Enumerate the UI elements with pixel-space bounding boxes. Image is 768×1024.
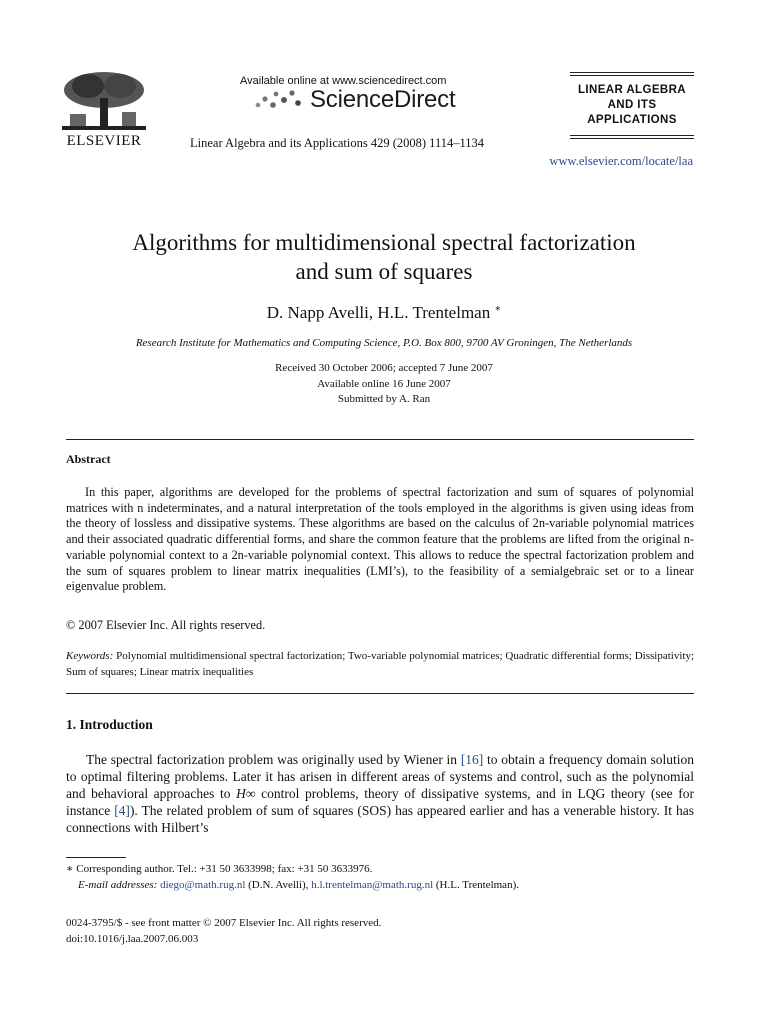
title-line-1: Algorithms for multidimensional spectral factorization — [132, 230, 636, 255]
introduction-paragraph — [66, 752, 694, 837]
affiliation: Research Institute for Mathematics and Computing Science, P.O. Box 800, 9700 AV Groningen, The Netherlands — [135, 337, 633, 349]
elsevier-logo — [58, 70, 150, 150]
corresponding-author-mark[interactable]: ∗ — [494, 303, 502, 315]
keywords — [66, 648, 694, 680]
journal-url-link[interactable]: www.elsevier.com/locate/laa — [549, 154, 693, 168]
sciencedirect-dots-icon — [252, 88, 304, 112]
journal-box-title — [570, 76, 694, 133]
keywords-list: Polynomial multidimensional spectral factorization; Two-variable polynomial matrices; Quadratic differential forms; Dissipativity; Sum of squares; Linear matrix inequalities — [66, 650, 694, 678]
available-date: Available online 16 June 2007 — [317, 377, 451, 390]
article-title — [40, 228, 728, 286]
available-online-text: Available online at www.sciencedirect.com — [240, 75, 447, 87]
received-date: Received 30 October 2006; accepted 7 June 2007 — [275, 362, 493, 374]
journal-box-bottom-rule-thin — [570, 135, 694, 136]
footnote-corresponding — [66, 861, 694, 877]
elsevier-tree-icon — [58, 70, 150, 132]
issn-line: 0024-3795/$ - see front matter © 2007 Elsevier Inc. All rights reserved. — [66, 917, 382, 929]
title-line-2: and sum of squares — [295, 259, 473, 284]
abstract-top-rule — [66, 439, 694, 440]
email-owner-avelli: (D.N. Avelli), — [245, 879, 312, 891]
intro-text-1: The spectral factorization problem was originally used by Wiener in — [86, 752, 461, 767]
intro-text-3: control problems, theory of dissipative systems, and in LQG theory (see for instance — [66, 785, 694, 818]
journal-box-line1: LINEAR ALGEBRA — [577, 84, 687, 96]
journal-citation: Linear Algebra and its Applications 429 (2008) 1114–1134 — [190, 136, 485, 150]
intro-text-4: ). The related problem of sum of squares (SOS) has appeared earlier and has a venerable history. It has connections with Hilbert’s — [66, 802, 694, 835]
authors-text: D. Napp Avelli, H.L. Trentelman — [266, 303, 491, 322]
email-link-trentelman[interactable]: h.l.trentelman@math.rug.nl — [311, 879, 434, 891]
sciencedirect-logo — [252, 86, 455, 114]
article-authors — [0, 303, 768, 323]
section-heading-introduction: 1. Introduction — [66, 717, 153, 732]
abstract-copyright: © 2007 Elsevier Inc. All rights reserved. — [66, 618, 266, 632]
email-link-avelli[interactable]: diego@math.rug.nl — [160, 879, 246, 891]
journal-box-line3: APPLICATIONS — [587, 114, 677, 126]
footnote-emails — [66, 877, 694, 893]
citation-link-16[interactable]: [16] — [460, 752, 484, 767]
page-footer — [66, 915, 381, 947]
footnote-rule — [66, 857, 126, 858]
journal-box-top-rule — [570, 72, 694, 73]
doi-line: doi:10.1016/j.laa.2007.06.003 — [66, 933, 199, 945]
intro-text-2: to obtain a frequency domain solution to optimal filtering problems. Later it has arisen in different areas of systems and control, such as the polynomial and behavioral approaches to — [66, 752, 694, 801]
journal-box-line2: AND ITS — [607, 99, 657, 111]
abstract-bottom-rule — [66, 693, 694, 694]
footnote-corresponding-text: Corresponding author. Tel.: +31 50 3633998; fax: +31 50 3633976. — [76, 863, 373, 875]
sciencedirect-wordmark: ScienceDirect — [310, 86, 456, 113]
citation-link-4[interactable]: [4] — [114, 802, 130, 818]
article-history — [0, 361, 768, 408]
abstract-text: In this paper, algorithms are developed for the problems of spectral factorization and sum of squares of polynomial matrices with n indeterminates, and a natural interpretation of the tools employed in the algorithms is given using ideas from the theory of lossless and dissipative systems. These algorithms are based on the calculus of 2n-variable polynomial matrices and their associated quadratic differential forms, and share the common feature that the problems are lifted from the original n-variable polynomial context to a 2n-variable polynomial context. This allows to reduce the spectral factorization problem and the sum of squares problem to linear matrix inequalities (LMI’s), to the feasibility of a semialgebraic set or to a linear eigenvalue problem. — [66, 485, 694, 594]
journal-box-bottom-rule — [570, 138, 694, 139]
footnote — [66, 861, 694, 893]
keywords-label: Keywords: — [66, 650, 114, 662]
elsevier-wordmark: ELSEVIER — [66, 133, 142, 149]
journal-logo-box — [570, 72, 694, 139]
email-label: E-mail addresses: — [78, 879, 158, 891]
email-owner-trentelman: (H.L. Trentelman). — [433, 879, 519, 891]
submitted-by: Submitted by A. Ran — [337, 393, 431, 405]
footnote-mark: ∗ — [66, 863, 74, 875]
abstract-heading: Abstract — [66, 452, 111, 466]
h-infinity-symbol: H∞ — [236, 785, 256, 801]
